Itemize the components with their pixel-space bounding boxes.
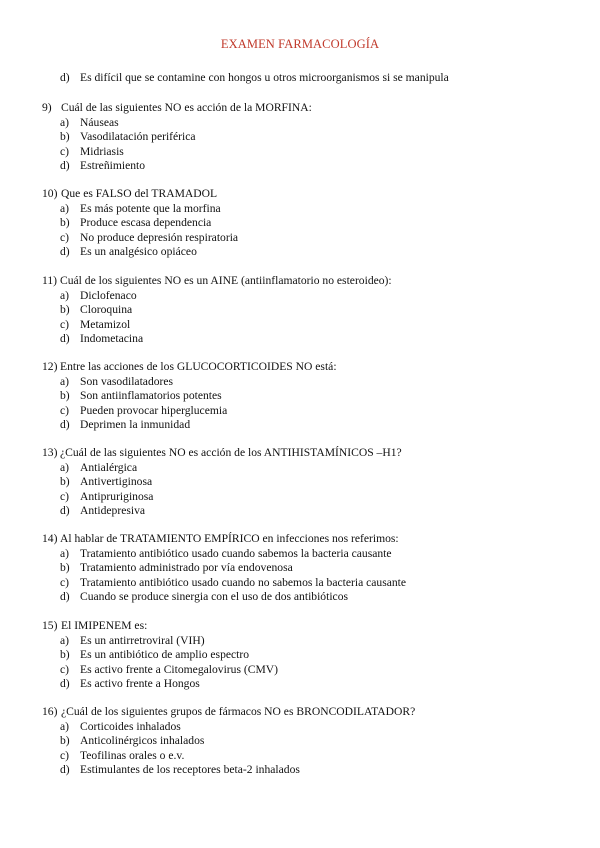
option-text: Es difícil que se contamine con hongos u otros microorganismos si se manipula <box>80 71 449 84</box>
question-text: Que es FALSO del TRAMADOL <box>61 187 218 200</box>
option-text: Corticoides inhalados <box>80 720 181 733</box>
option-letter: d) <box>60 418 70 432</box>
option-letter: b) <box>60 216 70 230</box>
option-text: Pueden provocar hiperglucemia <box>80 403 228 417</box>
option-letter: c) <box>60 317 70 331</box>
option-text: Teofilinas orales o e.v. <box>80 748 185 762</box>
option-letter: d) <box>60 332 70 346</box>
option-text: Metamizol <box>80 317 131 331</box>
option-text: Antidepresiva <box>80 504 146 518</box>
question-number: 15) <box>42 619 58 632</box>
question-text: Al hablar de TRATAMIENTO EMPÍRICO en infecciones nos referimos: <box>60 532 399 545</box>
question-text: ¿Cuál de los siguientes grupos de fármacos NO es BRONCODILATADOR? <box>61 705 416 718</box>
option-text: Tratamiento antibiótico usado cuando sabemos la bacteria causante <box>80 547 392 560</box>
option-text: Son vasodilatadores <box>80 375 174 388</box>
page-title: EXAMEN FARMACOLOGÍA <box>220 37 380 51</box>
option-letter: a) <box>60 720 70 733</box>
option-letter: d) <box>60 677 70 691</box>
option-letter: a) <box>60 634 70 647</box>
option-text: Antivertiginosa <box>80 475 153 489</box>
option-text: Náuseas <box>80 116 119 129</box>
option-letter: b) <box>60 648 70 662</box>
option-letter: c) <box>60 144 70 158</box>
option-text: Son antiinflamatorios potentes <box>80 389 222 403</box>
option-letter: c) <box>60 748 70 762</box>
option-text: Es activo frente a Citomegalovirus (CMV) <box>80 662 279 676</box>
option-text: Deprimen la inmunidad <box>80 418 191 432</box>
option-text: Antialérgica <box>80 461 138 474</box>
option-text: Cloroquina <box>80 303 133 317</box>
option-letter: b) <box>60 561 70 575</box>
option-text: Es un antirretroviral (VIH) <box>80 634 205 647</box>
question-text: Entre las acciones de los GLUCOCORTICOIDES NO está: <box>60 360 337 373</box>
option-text: Tratamiento administrado por vía endovenosa <box>80 561 293 575</box>
option-text: Tratamiento antibiótico usado cuando no sabemos la bacteria causante <box>80 575 407 589</box>
option-text: Anticolinérgicos inhalados <box>80 734 205 748</box>
question-text: Cuál de las siguientes NO es acción de la MORFINA: <box>61 101 312 114</box>
option-letter: b) <box>60 389 70 403</box>
option-letter: b) <box>60 475 70 489</box>
option-text: Es un antibiótico de amplio espectro <box>80 648 250 662</box>
question-number: 10) <box>42 187 58 200</box>
option-text: Es activo frente a Hongos <box>80 677 200 691</box>
option-letter: a) <box>60 289 70 302</box>
option-text: Antipruriginosa <box>80 489 154 503</box>
question-number: 9) <box>42 101 52 114</box>
option-letter: a) <box>60 116 70 129</box>
question-number: 16) <box>42 705 58 718</box>
option-letter: c) <box>60 230 70 244</box>
option-text: Produce escasa dependencia <box>80 216 212 230</box>
option-letter: a) <box>60 375 70 388</box>
option-letter: a) <box>60 461 70 474</box>
option-letter: d) <box>60 590 70 604</box>
option-letter: b) <box>60 734 70 748</box>
option-letter: b) <box>60 303 70 317</box>
option-letter: a) <box>60 202 70 215</box>
option-text: Diclofenaco <box>80 289 137 302</box>
question-number: 11) <box>42 274 58 287</box>
option-text: Estimulantes de los receptores beta-2 inhalados <box>80 763 300 777</box>
question-number: 13) <box>42 446 58 459</box>
question-text: Cuál de los siguientes NO es un AINE (antiinflamatorio no esteroideo): <box>60 274 392 287</box>
question-text: El IMIPENEM es: <box>61 619 148 632</box>
option-letter: d) <box>60 504 70 518</box>
option-letter: d) <box>60 245 70 259</box>
question-number: 12) <box>42 360 58 373</box>
option-text: Vasodilatación periférica <box>80 130 196 144</box>
option-text: Cuando se produce sinergia con el uso de dos antibióticos <box>80 590 348 604</box>
option-text: Estreñimiento <box>80 159 146 173</box>
option-letter: c) <box>60 575 70 589</box>
option-letter: d) <box>60 71 70 84</box>
option-letter: c) <box>60 403 70 417</box>
option-letter: d) <box>60 763 70 777</box>
question-text: ¿Cuál de las siguientes NO es acción de los ANTIHISTAMÍNICOS –H1? <box>60 446 402 459</box>
option-text: No produce depresión respiratoria <box>80 230 239 244</box>
option-text: Es un analgésico opiáceo <box>80 245 197 259</box>
option-letter: a) <box>60 547 70 560</box>
option-letter: d) <box>60 159 70 173</box>
option-letter: c) <box>60 662 70 676</box>
question-number: 14) <box>42 532 58 545</box>
option-text: Midriasis <box>80 144 124 158</box>
option-text: Indometacina <box>80 332 144 346</box>
option-text: Es más potente que la morfina <box>80 202 221 215</box>
option-letter: c) <box>60 489 70 503</box>
option-letter: b) <box>60 130 70 144</box>
